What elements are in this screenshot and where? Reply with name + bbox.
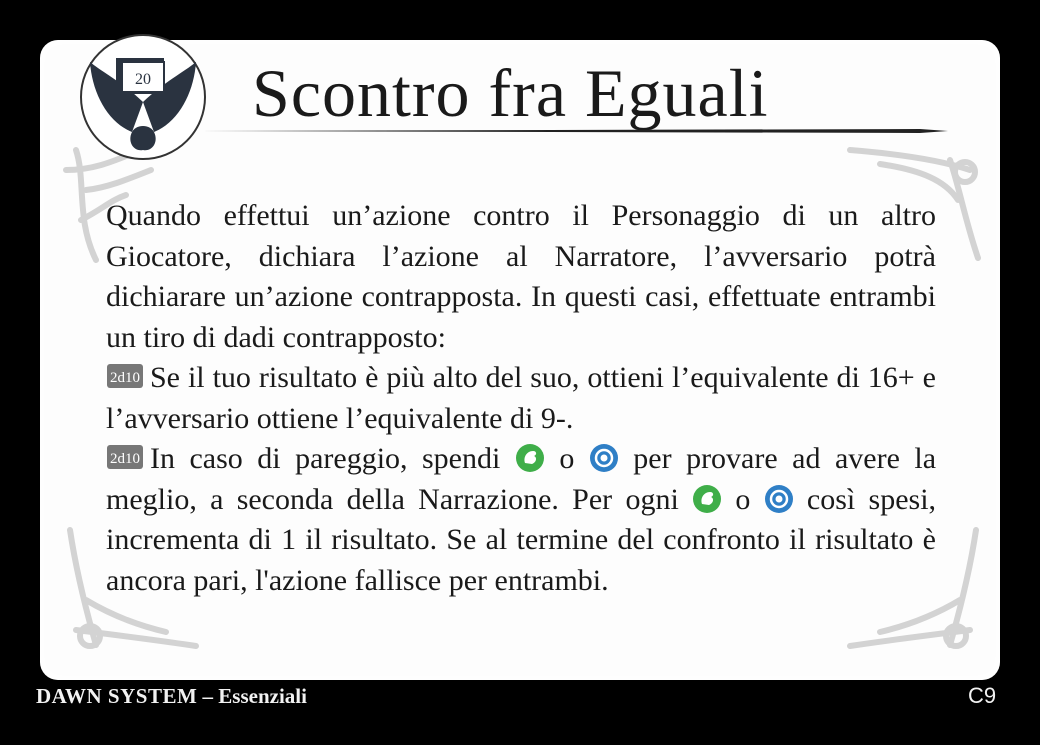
rule-two-text-e: così spesi, incrementa di 1 il risultato. Se al termine del confronto il risultato è ancora pari, l'azione fallisce per entrambi.: [106, 482, 937, 597]
rule-two-text-c: per provare ad avere la meglio, a seconda della Narrazione. Per ogni: [106, 442, 937, 516]
emblem-number: 20: [135, 71, 151, 88]
rule-two-text-b: o: [559, 442, 575, 475]
eagle-emblem-icon: [72, 32, 214, 162]
green-fist-icon: [692, 484, 722, 514]
blue-eye-icon: [764, 484, 794, 514]
green-fist-icon: [515, 443, 545, 473]
card-code: C9: [968, 683, 997, 708]
rule-one-text: Se il tuo risultato è più alto del suo, ottieni l’equivalente di 16+ e l’avversario ottiene l’equivalente di 9-.: [106, 361, 936, 435]
rule-two: [106, 439, 936, 601]
dice-2d10-icon: [106, 444, 144, 470]
rule-one: [106, 358, 936, 439]
dice-label: 2d10: [110, 370, 140, 386]
dice-2d10-icon: [106, 363, 144, 389]
rule-two-text-a: In caso di pareggio, spendi: [150, 442, 501, 475]
footer-set-name: Essenziali: [218, 684, 307, 708]
dice-label: 2d10: [110, 451, 140, 467]
card-body: [106, 196, 936, 601]
footer-system: [36, 684, 307, 709]
rule-two-text-d: o: [735, 482, 751, 516]
blue-eye-icon: [589, 443, 619, 473]
intro-paragraph: Quando effettui un’azione contro il Personaggio di un altro Giocatore, dichiara l’azione al Narratore, l’avversario potrà dichiarare un’azione contrapposta. In questi casi, effettuate entrambi un tiro di dadi contrapposto:: [106, 199, 936, 354]
title-underline: [200, 125, 948, 137]
footer-system-name: DAWN SYSTEM: [36, 684, 198, 708]
footer-separator: –: [202, 684, 214, 708]
card-title: Scontro fra Eguali: [252, 55, 769, 131]
